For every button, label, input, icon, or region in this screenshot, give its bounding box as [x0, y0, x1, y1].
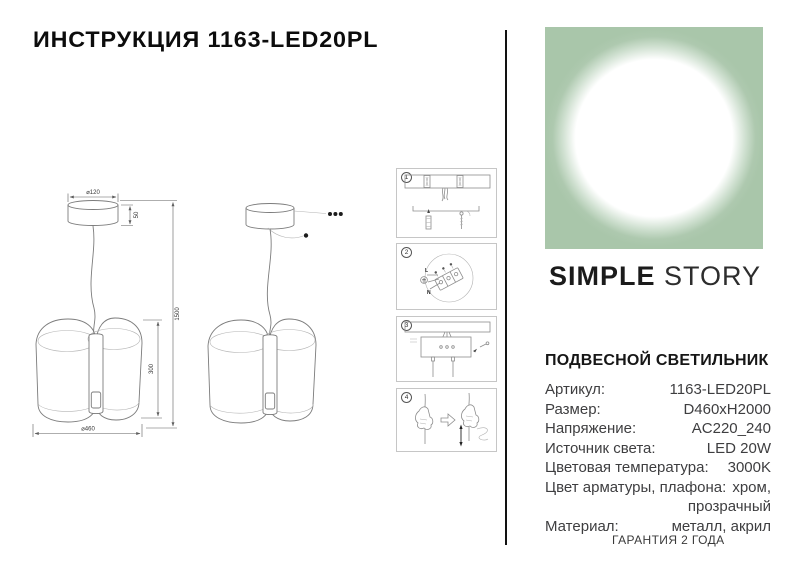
svg-text:50: 50	[134, 211, 140, 219]
spec-label: Материал:	[545, 517, 619, 535]
lamp-shade-front-2	[208, 319, 316, 423]
spec-value: хром,	[732, 478, 771, 496]
spec-label: Размер:	[545, 400, 601, 418]
brand-word-story: STORY	[663, 261, 762, 291]
instruction-step-2	[396, 243, 497, 310]
spec-row-color-temp	[545, 458, 771, 478]
svg-text:⌀460: ⌀460	[81, 426, 95, 433]
screw-icon	[460, 211, 470, 229]
step-number-badge: 1	[401, 172, 412, 183]
canopy-front-2	[246, 204, 294, 230]
instruction-step-4	[396, 388, 497, 452]
ceiling-drilling-diagram	[397, 169, 496, 237]
hand-icon-left	[415, 407, 432, 430]
ceiling-hatch	[405, 175, 490, 188]
lamp-drawing-dimensioned	[33, 190, 181, 437]
spec-value-line2: прозрачный	[687, 498, 771, 515]
spec-row-finish-color	[545, 478, 771, 517]
spec-label: Цветовая температура:	[545, 459, 709, 476]
page-title: ИНСТРУКЦИЯ 1163-LED20PL	[33, 27, 379, 52]
svg-text:1500: 1500	[175, 307, 181, 321]
spec-label: Напряжение:	[545, 420, 637, 437]
product-heading: ПОДВЕСНОЙ СВЕТИЛЬНИК	[545, 352, 769, 369]
brand-word-simple: SIMPLE	[548, 261, 656, 291]
suspension-cord-2	[267, 229, 271, 338]
step-number-badge: 3	[401, 320, 412, 331]
ground-symbol-icon	[421, 277, 428, 284]
excess-cord-icon	[477, 428, 488, 440]
live-wire-label: L	[425, 268, 429, 274]
spec-value: 3000K	[727, 459, 771, 476]
spec-row-size	[545, 400, 771, 420]
brand-logo-mark	[545, 27, 763, 249]
arrow-right-icon	[441, 414, 455, 426]
svg-text:300: 300	[149, 363, 155, 375]
instruction-step-1	[396, 168, 497, 238]
height-adjustment-diagram	[397, 389, 496, 451]
screw-marks-icon	[410, 339, 417, 342]
neutral-wire-label: N	[427, 290, 431, 296]
spec-label: Источник света:	[545, 439, 656, 457]
spec-value: D460xH2000	[683, 400, 771, 418]
spec-label: Цвет арматуры, плафона:	[545, 478, 727, 496]
dim-shade-height	[141, 320, 162, 418]
cords-icon	[432, 357, 455, 377]
dim-canopy-height	[121, 205, 140, 226]
ceiling-hatch	[405, 322, 490, 332]
instruction-step-3	[396, 316, 497, 382]
spec-value: металл, акрил	[671, 517, 771, 535]
vertical-divider	[505, 30, 507, 545]
canopy-mounting-diagram	[397, 317, 496, 381]
terminal-block-icon	[431, 261, 463, 290]
spec-list	[545, 380, 771, 536]
wires-icon	[442, 188, 448, 201]
up-down-arrow-icon	[459, 425, 462, 447]
spec-value: 1163-LED20PL	[669, 381, 771, 398]
brand-wordmark	[545, 261, 765, 292]
step-number-badge: 2	[401, 247, 412, 258]
dim-canopy-diameter	[68, 190, 118, 202]
screws-callout	[294, 211, 343, 216]
dowel-icon	[426, 209, 431, 229]
spec-row-light-source	[545, 439, 771, 459]
spec-label: Артикул:	[545, 381, 606, 398]
mounting-plate-icon	[413, 206, 479, 211]
wiring-diagram	[397, 244, 496, 309]
spec-row-article	[545, 380, 771, 400]
center-post	[89, 334, 103, 414]
spec-row-voltage	[545, 419, 771, 439]
warranty-note: ГАРАНТИЯ 2 ГОДА	[612, 533, 725, 547]
svg-text:⌀120: ⌀120	[86, 190, 100, 196]
spec-value: LED 20W	[706, 439, 771, 457]
step-number-badge: 4	[401, 392, 412, 403]
suspension-cord	[91, 226, 95, 336]
lamp-shade-front	[36, 318, 142, 422]
center-post-2	[263, 335, 277, 415]
spec-value: AC220_240	[691, 420, 771, 437]
side-screw-icon	[473, 342, 489, 353]
hand-icon-right	[461, 405, 478, 428]
lamp-drawing-callouts	[208, 204, 343, 424]
canopy-front	[68, 201, 118, 226]
dim-shade-diameter	[33, 424, 142, 437]
cord-grip-callout	[268, 228, 308, 238]
dim-suspension-height	[120, 201, 181, 429]
